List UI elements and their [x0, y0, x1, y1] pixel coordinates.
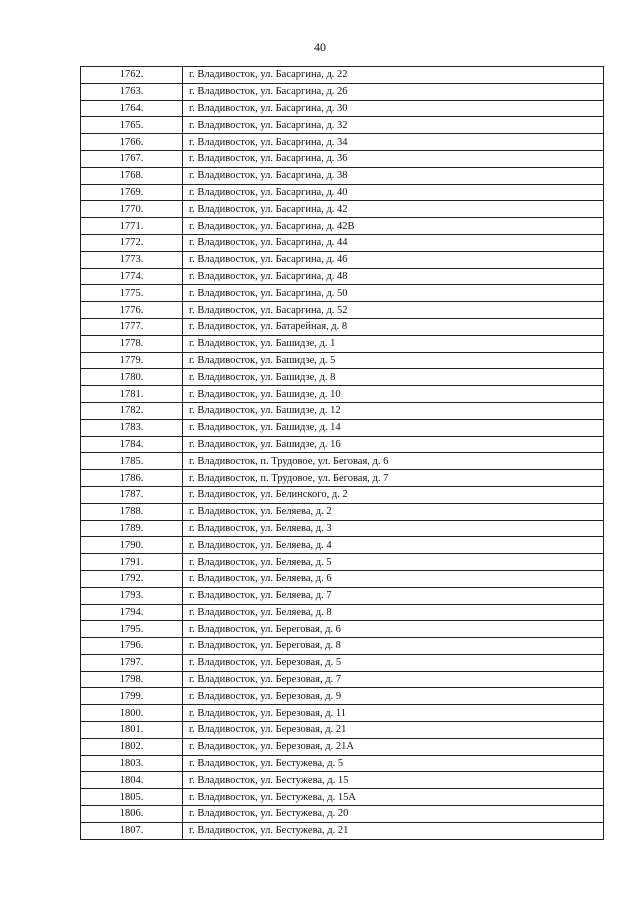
table-row: [81, 822, 604, 839]
row-address: г. Владивосток, ул. Бестужева, д. 15: [183, 772, 604, 789]
table-row: [81, 688, 604, 705]
row-address: г. Владивосток, ул. Березовая, д. 21: [183, 722, 604, 739]
row-address: г. Владивосток, ул. Беляева, д. 3: [183, 520, 604, 537]
table-row: [81, 470, 604, 487]
row-address: г. Владивосток, ул. Белинского, д. 2: [183, 486, 604, 503]
row-address: г. Владивосток, ул. Беляева, д. 7: [183, 587, 604, 604]
row-number: 1765.: [81, 117, 183, 134]
row-number: 1790.: [81, 537, 183, 554]
page-number: 40: [314, 40, 326, 54]
row-address: г. Владивосток, ул. Башидзе, д. 8: [183, 369, 604, 386]
row-number: 1768.: [81, 167, 183, 184]
table-row: [81, 486, 604, 503]
row-address: г. Владивосток, ул. Бестужева, д. 20: [183, 806, 604, 823]
table-row: [81, 402, 604, 419]
table-row: [81, 268, 604, 285]
table-row: [81, 201, 604, 218]
row-address: г. Владивосток, ул. Березовая, д. 7: [183, 671, 604, 688]
row-address: г. Владивосток, ул. Басаргина, д. 50: [183, 285, 604, 302]
table-row: [81, 570, 604, 587]
row-address: г. Владивосток, ул. Батарейная, д. 8: [183, 318, 604, 335]
row-address: г. Владивосток, ул. Бестужева, д. 5: [183, 755, 604, 772]
table-row: [81, 167, 604, 184]
table-row: [81, 352, 604, 369]
row-number: 1767.: [81, 150, 183, 167]
row-number: 1786.: [81, 470, 183, 487]
row-number: 1794.: [81, 604, 183, 621]
row-number: 1793.: [81, 587, 183, 604]
row-address: г. Владивосток, ул. Березовая, д. 21А: [183, 738, 604, 755]
table-row: [81, 251, 604, 268]
table-row: [81, 604, 604, 621]
row-address: г. Владивосток, ул. Басаргина, д. 32: [183, 117, 604, 134]
table-row: [81, 654, 604, 671]
row-number: 1763.: [81, 83, 183, 100]
row-address: г. Владивосток, ул. Башидзе, д. 1: [183, 335, 604, 352]
row-number: 1805.: [81, 789, 183, 806]
row-number: 1778.: [81, 335, 183, 352]
table-row: [81, 789, 604, 806]
row-number: 1769.: [81, 184, 183, 201]
row-number: 1771.: [81, 218, 183, 235]
row-address: г. Владивосток, ул. Башидзе, д. 12: [183, 402, 604, 419]
row-address: г. Владивосток, ул. Башидзе, д. 14: [183, 419, 604, 436]
row-address: г. Владивосток, ул. Беляева, д. 6: [183, 570, 604, 587]
row-address: г. Владивосток, ул. Басаргина, д. 34: [183, 134, 604, 151]
row-address: г. Владивосток, ул. Беляева, д. 2: [183, 503, 604, 520]
row-address: г. Владивосток, ул. Беляева, д. 4: [183, 537, 604, 554]
row-number: 1762.: [81, 67, 183, 84]
address-table-body: [81, 67, 604, 840]
row-number: 1798.: [81, 671, 183, 688]
row-number: 1781.: [81, 386, 183, 403]
row-number: 1782.: [81, 402, 183, 419]
row-address: г. Владивосток, ул. Басаргина, д. 48: [183, 268, 604, 285]
table-row: [81, 453, 604, 470]
row-number: 1803.: [81, 755, 183, 772]
row-number: 1779.: [81, 352, 183, 369]
row-number: 1796.: [81, 638, 183, 655]
table-row: [81, 520, 604, 537]
table-row: [81, 335, 604, 352]
table-row: [81, 150, 604, 167]
row-number: 1791.: [81, 554, 183, 571]
table-row: [81, 587, 604, 604]
row-number: 1792.: [81, 570, 183, 587]
row-address: г. Владивосток, ул. Башидзе, д. 16: [183, 436, 604, 453]
row-number: 1795.: [81, 621, 183, 638]
row-address: г. Владивосток, ул. Беляева, д. 8: [183, 604, 604, 621]
table-row: [81, 386, 604, 403]
row-address: г. Владивосток, ул. Басаргина, д. 46: [183, 251, 604, 268]
row-number: 1770.: [81, 201, 183, 218]
table-row: [81, 554, 604, 571]
table-row: [81, 285, 604, 302]
row-address: г. Владивосток, ул. Басаргина, д. 22: [183, 67, 604, 84]
table-row: [81, 83, 604, 100]
row-address: г. Владивосток, ул. Басаргина, д. 36: [183, 150, 604, 167]
row-address: г. Владивосток, ул. Березовая, д. 11: [183, 705, 604, 722]
table-row: [81, 234, 604, 251]
row-address: г. Владивосток, ул. Беляева, д. 5: [183, 554, 604, 571]
table-row: [81, 671, 604, 688]
table-row: [81, 436, 604, 453]
table-row: [81, 218, 604, 235]
table-row: [81, 184, 604, 201]
table-row: [81, 722, 604, 739]
row-number: 1804.: [81, 772, 183, 789]
table-row: [81, 302, 604, 319]
table-row: [81, 705, 604, 722]
row-number: 1780.: [81, 369, 183, 386]
row-address: г. Владивосток, ул. Басаргина, д. 52: [183, 302, 604, 319]
table-row: [81, 772, 604, 789]
row-address: г. Владивосток, ул. Береговая, д. 6: [183, 621, 604, 638]
row-number: 1764.: [81, 100, 183, 117]
row-number: 1783.: [81, 419, 183, 436]
row-number: 1797.: [81, 654, 183, 671]
table-row: [81, 419, 604, 436]
row-number: 1807.: [81, 822, 183, 839]
address-table: [80, 66, 604, 840]
table-row: [81, 806, 604, 823]
row-address: г. Владивосток, ул. Басаргина, д. 44: [183, 234, 604, 251]
row-number: 1806.: [81, 806, 183, 823]
row-number: 1772.: [81, 234, 183, 251]
row-number: 1802.: [81, 738, 183, 755]
row-number: 1775.: [81, 285, 183, 302]
row-number: 1788.: [81, 503, 183, 520]
table-row: [81, 117, 604, 134]
row-address: г. Владивосток, ул. Басаргина, д. 38: [183, 167, 604, 184]
row-address: г. Владивосток, п. Трудовое, ул. Беговая, д. 6: [183, 453, 604, 470]
row-address: г. Владивосток, ул. Басаргина, д. 40: [183, 184, 604, 201]
table-row: [81, 755, 604, 772]
row-number: 1776.: [81, 302, 183, 319]
row-number: 1766.: [81, 134, 183, 151]
row-number: 1800.: [81, 705, 183, 722]
row-number: 1799.: [81, 688, 183, 705]
table-row: [81, 738, 604, 755]
table-row: [81, 67, 604, 84]
row-address: г. Владивосток, ул. Березовая, д. 9: [183, 688, 604, 705]
table-row: [81, 318, 604, 335]
table-row: [81, 100, 604, 117]
row-address: г. Владивосток, ул. Басаргина, д. 30: [183, 100, 604, 117]
row-address: г. Владивосток, ул. Басаргина, д. 42: [183, 201, 604, 218]
row-address: г. Владивосток, ул. Басаргина, д. 42В: [183, 218, 604, 235]
row-number: 1785.: [81, 453, 183, 470]
table-row: [81, 503, 604, 520]
row-address: г. Владивосток, ул. Бестужева, д. 21: [183, 822, 604, 839]
row-number: 1784.: [81, 436, 183, 453]
row-address: г. Владивосток, ул. Бестужева, д. 15А: [183, 789, 604, 806]
row-address: г. Владивосток, п. Трудовое, ул. Беговая, д. 7: [183, 470, 604, 487]
row-number: 1787.: [81, 486, 183, 503]
row-address: г. Владивосток, ул. Басаргина, д. 26: [183, 83, 604, 100]
row-address: г. Владивосток, ул. Башидзе, д. 10: [183, 386, 604, 403]
row-number: 1774.: [81, 268, 183, 285]
table-row: [81, 621, 604, 638]
table-row: [81, 134, 604, 151]
row-address: г. Владивосток, ул. Береговая, д. 8: [183, 638, 604, 655]
row-address: г. Владивосток, ул. Башидзе, д. 5: [183, 352, 604, 369]
row-number: 1789.: [81, 520, 183, 537]
row-number: 1773.: [81, 251, 183, 268]
table-row: [81, 537, 604, 554]
row-number: 1777.: [81, 318, 183, 335]
table-row: [81, 638, 604, 655]
row-number: 1801.: [81, 722, 183, 739]
table-row: [81, 369, 604, 386]
row-address: г. Владивосток, ул. Березовая, д. 5: [183, 654, 604, 671]
